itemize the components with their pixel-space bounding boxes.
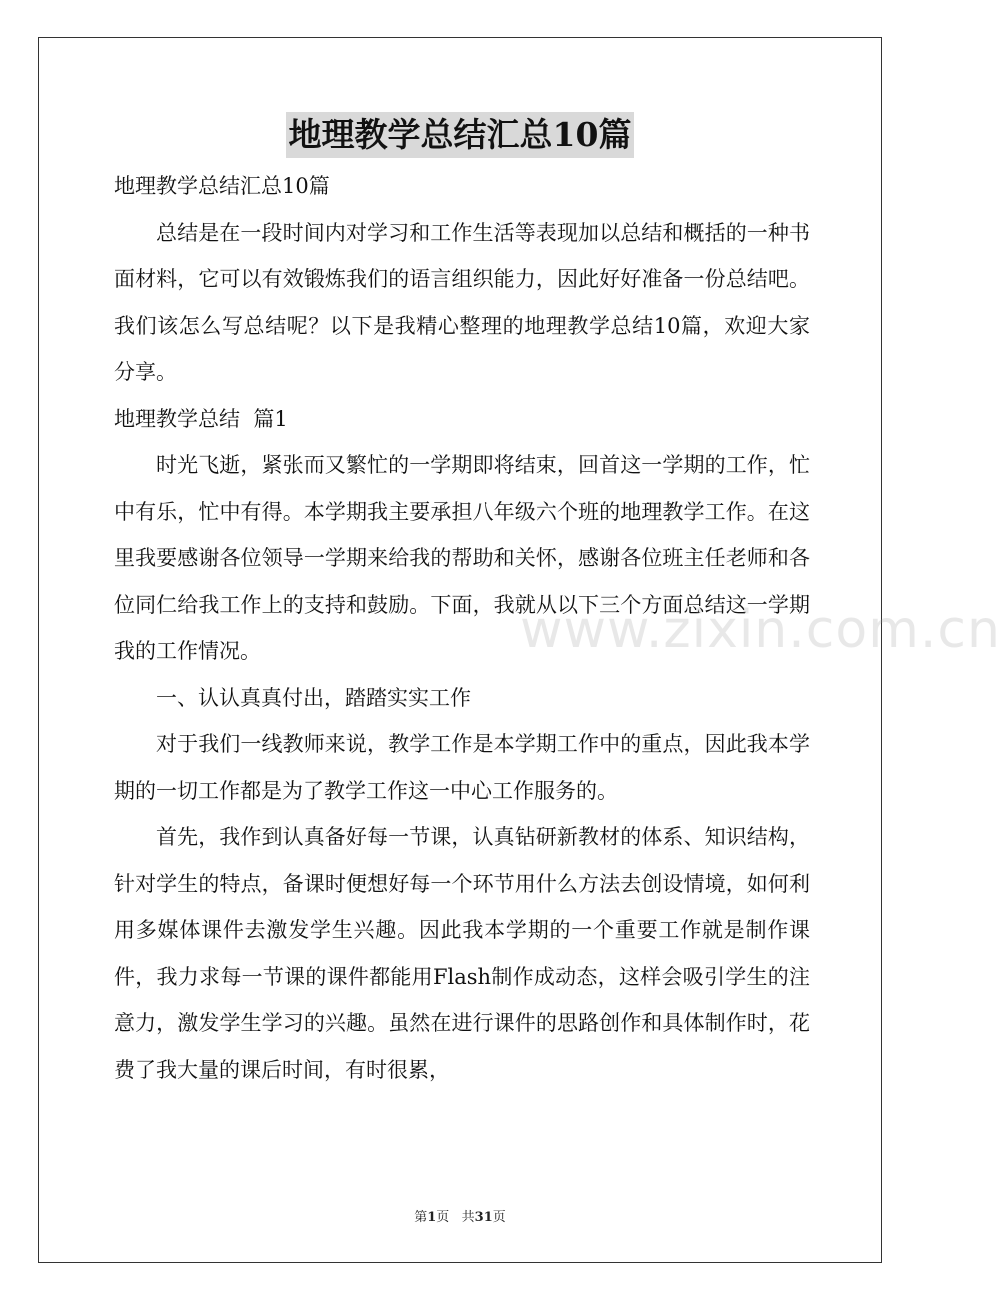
title-container xyxy=(0,112,920,158)
body-paragraph-1: 时光飞逝，紧张而又繁忙的一学期即将结束，回首这一学期的工作，忙中有乐，忙中有得。本学期我主要承担八年级六个班的地理教学工作。在这里我要感谢各位领导一学期来给我的帮助和关怀，感谢各位班主任老师和各位同仁给我工作上的支持和鼓励。下面，我就从以下三个方面总结这一学期我的工作情况。 xyxy=(114,453,810,663)
footer-mid: 页 共 xyxy=(436,1210,475,1225)
document-subtitle: 地理教学总结汇总10篇 xyxy=(114,174,330,198)
section-heading: 地理教学总结 篇1 xyxy=(114,406,288,431)
page-footer xyxy=(0,1206,920,1225)
body-paragraph-3: 首先，我作到认真备好每一节课，认真钻研新教材的体系、知识结构，针对学生的特点，备课时便想好每一个环节用什么方法去创设情境，如何利用多媒体课件去激发学生兴趣。因此我本学期的一个重要工作就是制作课件，我力求每一节课的课件都能用Flash制作成动态，这样会吸引学生的注意力，激发学生学习的兴趣。虽然在进行课件的思路创作和具体制作时，花费了我大量的课后时间，有时很累， xyxy=(114,825,810,1082)
document-body xyxy=(114,163,810,1093)
footer-page-number: 1 xyxy=(427,1210,437,1225)
body-paragraph-heading: 一、认认真真付出，踏踏实实工作 xyxy=(156,685,471,710)
footer-suffix: 页 xyxy=(492,1210,506,1225)
document-title: 地理教学总结汇总10篇 xyxy=(286,112,635,158)
watermark: www.zixin.com.cn xyxy=(520,600,1001,660)
intro-paragraph: 总结是在一段时间内对学习和工作生活等表现加以总结和概括的一种书面材料，它可以有效锻炼我们的语言组织能力，因此好好准备一份总结吧。我们该怎么写总结呢？以下是我精心整理的地理教学总结10篇，欢迎大家分享。 xyxy=(114,220,810,384)
body-paragraph-2: 对于我们一线教师来说，教学工作是本学期工作中的重点，因此我本学期的一切工作都是为了教学工作这一中心工作服务的。 xyxy=(114,732,810,803)
footer-prefix: 第 xyxy=(414,1210,428,1225)
footer-total-pages: 31 xyxy=(474,1210,493,1225)
